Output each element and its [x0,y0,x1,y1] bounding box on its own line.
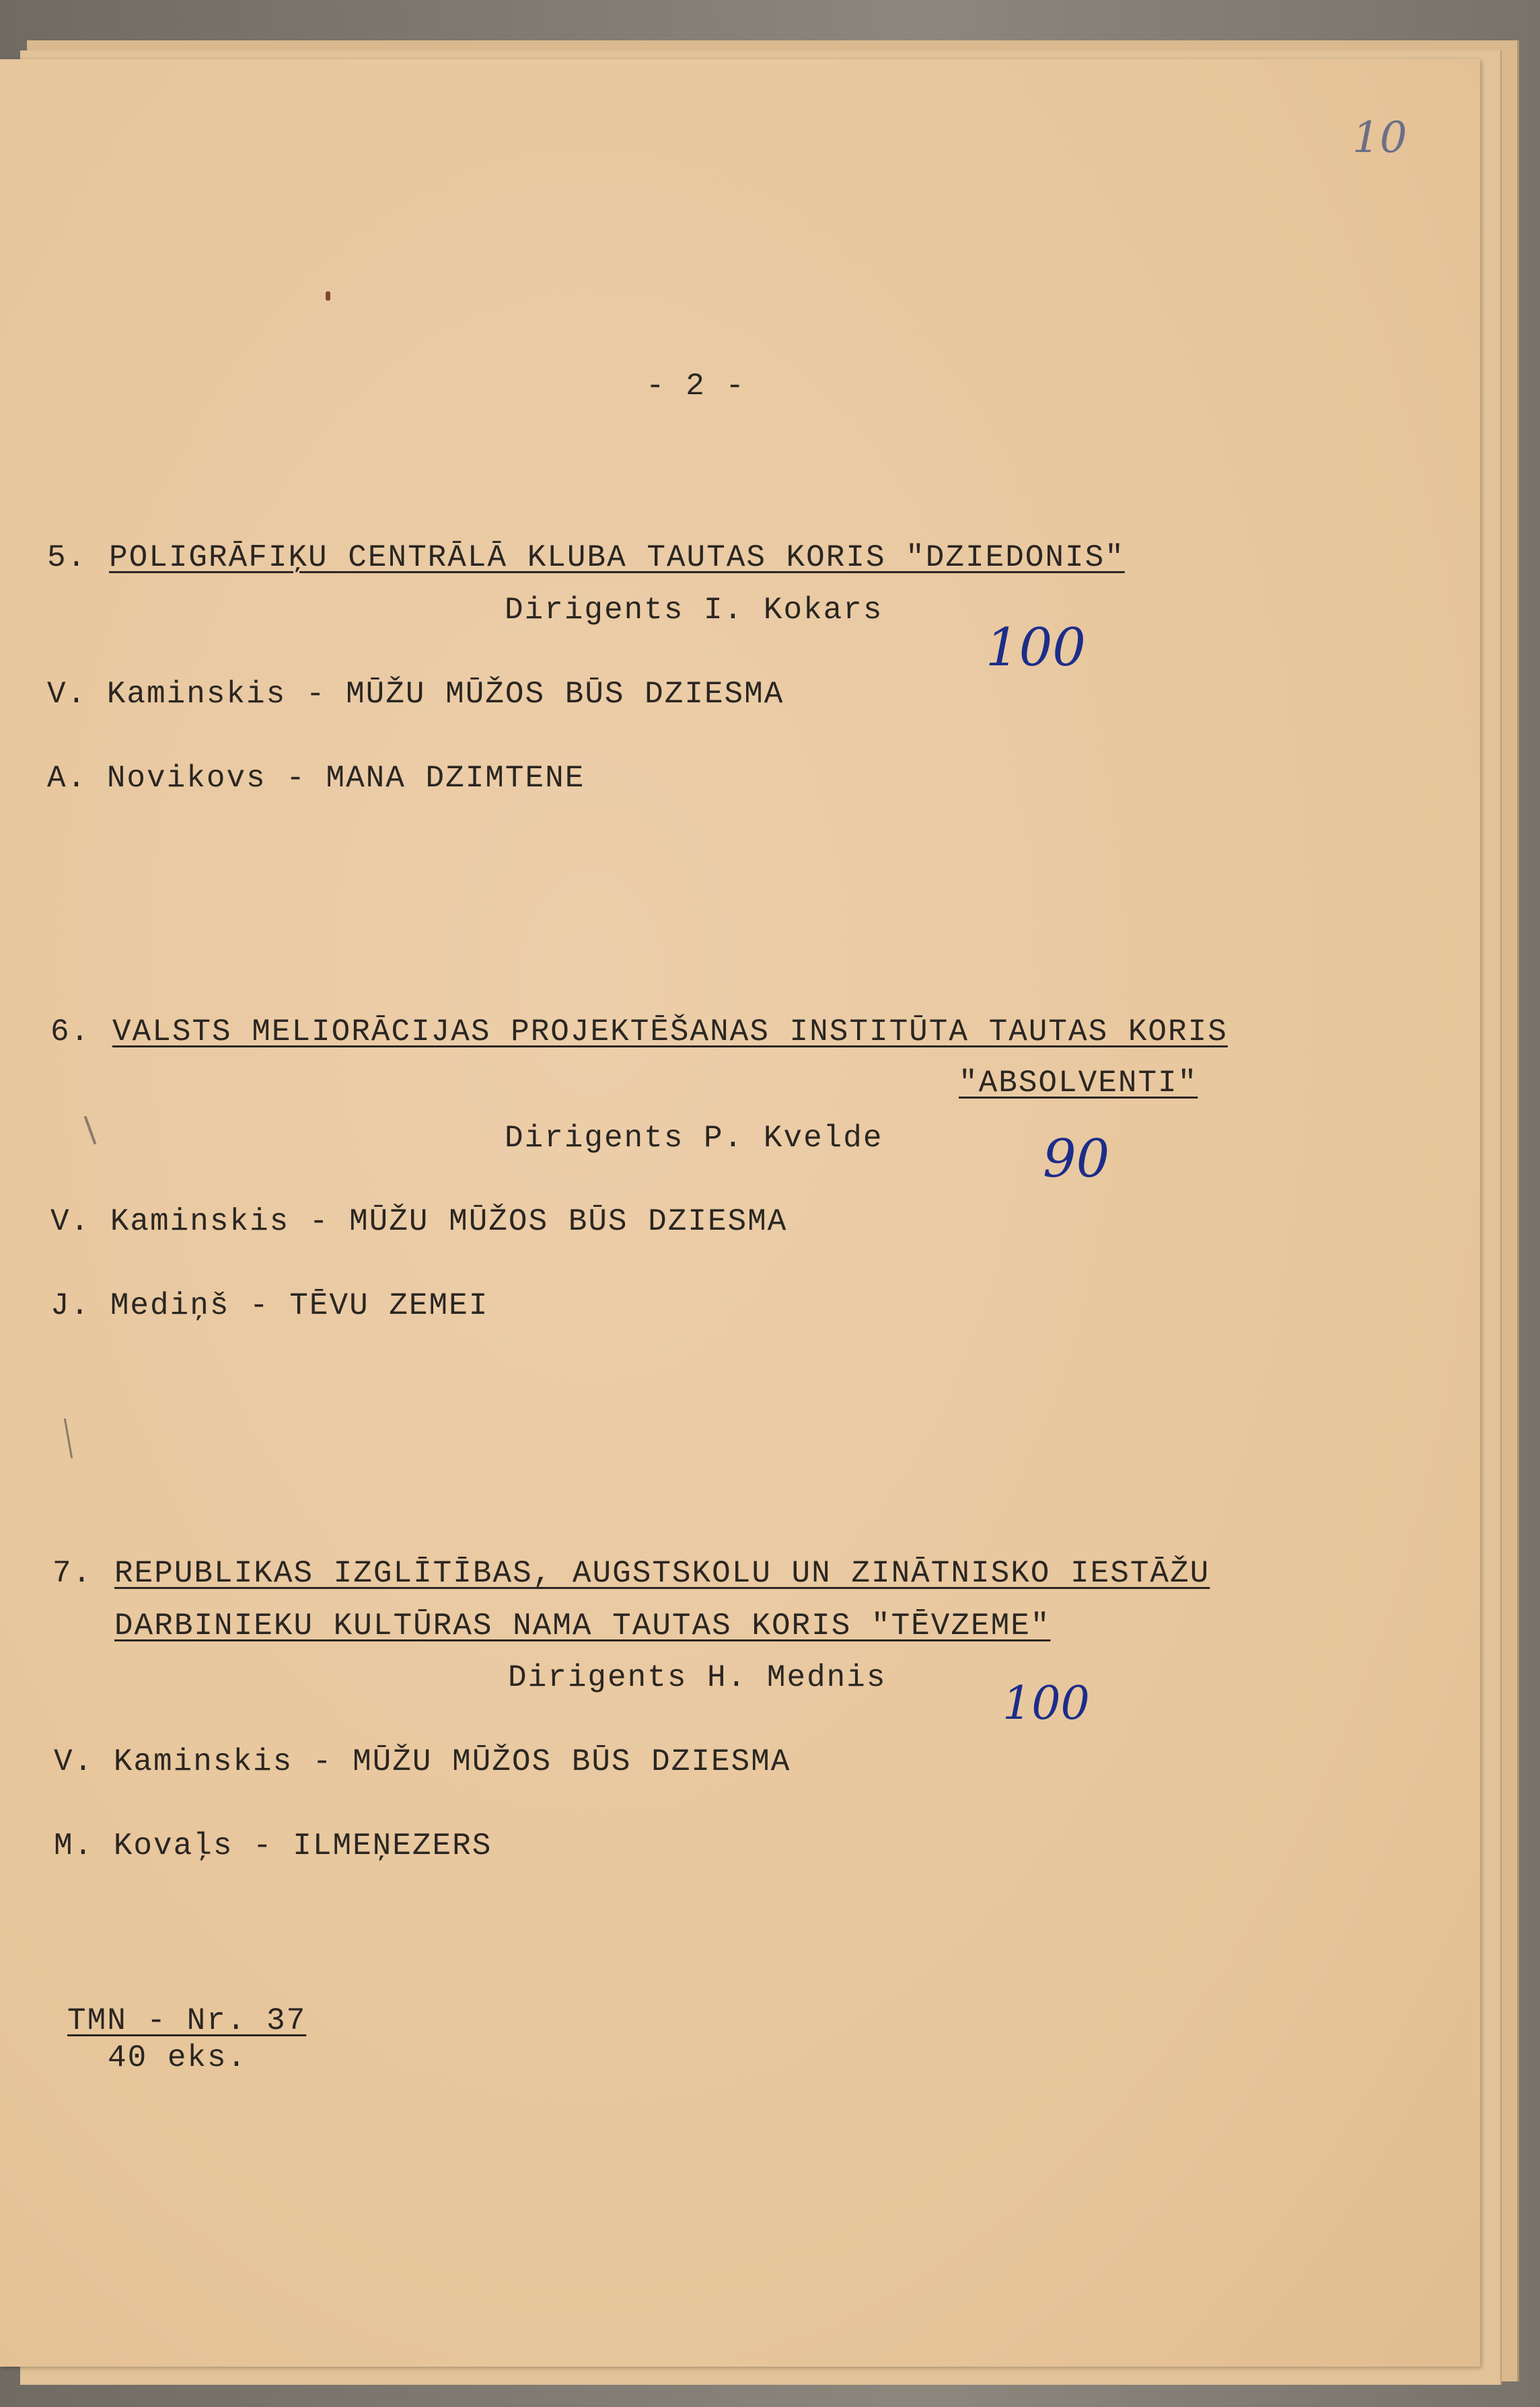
song-line: M. Kovaļs - ILMEŅEZERS [54,1828,492,1863]
pencil-tick [64,1418,73,1458]
section-number: 6. [50,1014,91,1049]
copies-count: 40 eks. [108,2040,248,2075]
page-number: - 2 - [646,369,746,404]
section-heading-cont: "ABSOLVENTI" [959,1066,1198,1101]
folio-number: 10 [1352,113,1407,163]
document-reference: TMN - Nr. 37 [67,2003,307,2038]
song-line: V. Kaminskis - MŪŽU MŪŽOS BŪS DZIESMA [54,1744,791,1779]
section-heading: REPUBLIKAS IZGLĪTĪBAS, AUGSTSKOLU UN ZINĀTNISKO IESTĀŽU [114,1556,1210,1591]
song-line: V. Kaminskis - MŪŽU MŪŽOS BŪS DZIESMA [50,1204,788,1239]
song-line: V. Kaminskis - MŪŽU MŪŽOS BŪS DZIESMA [47,677,784,712]
conductor: Dirigents P. Kvelde [505,1121,883,1156]
section-heading-cont: DARBINIEKU KULTŪRAS NAMA TAUTAS KORIS "TĒVZEME" [114,1608,1051,1643]
conductor: Dirigents I. Kokars [505,593,883,628]
document-page [0,59,1480,2367]
handwritten-count: 100 [1002,1677,1090,1730]
pencil-tick [84,1116,97,1145]
conductor: Dirigents H. Mednis [508,1660,887,1695]
section-heading: POLIGRĀFIĶU CENTRĀLĀ KLUBA TAUTAS KORIS "DZIEDONIS" [109,540,1125,575]
section-heading: VALSTS MELIORĀCIJAS PROJEKTĒŠANAS INSTITŪTA TAUTAS KORIS [112,1014,1228,1049]
song-line: A. Novikovs - MANA DZIMTENE [47,761,585,796]
paper-speck [326,291,330,301]
handwritten-count: 90 [1043,1129,1110,1189]
section-number: 5. [47,540,87,575]
song-line: J. Mediņš - TĒVU ZEMEI [50,1288,489,1323]
section-number: 7. [52,1556,93,1591]
handwritten-count: 100 [986,618,1086,678]
